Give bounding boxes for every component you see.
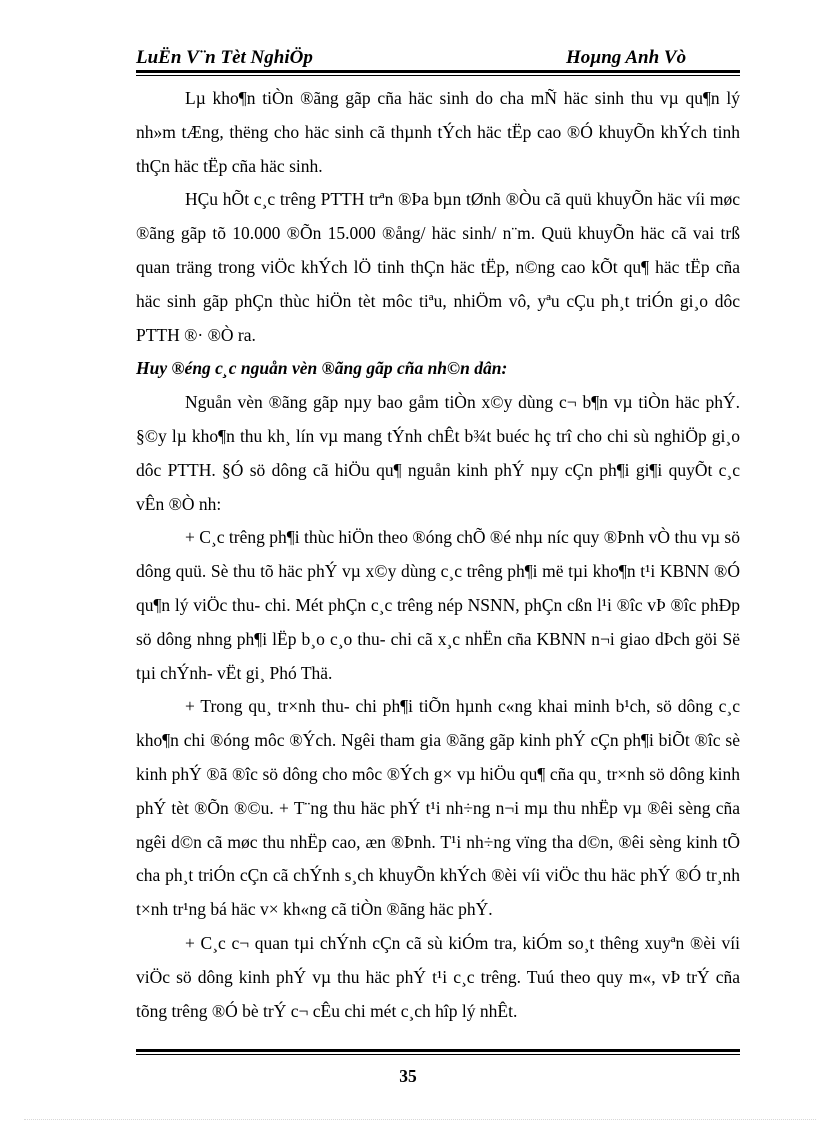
- header-thesis-title: LuËn V¨n Tèt NghiÖp: [136, 47, 313, 68]
- body-text: [136, 82, 740, 1028]
- section-heading: Huy ®éng c¸c nguån vèn ®ãng gãp cña nh©n dân:: [136, 358, 508, 379]
- header-rule-thick: [136, 70, 740, 73]
- paragraph: + C¸c c¬ quan tµi chÝnh cÇn cã sù kiÓm tra, kiÓm so¸t thêng xuyªn ®èi víi viÖc sö dông kinh phÝ vµ thu häc phÝ t¹i c¸c trêng. Tuú theo quy m«, vÞ trÝ cña tõng trêng ®Ó bè trÝ c¬ cÊu chi mét c¸ch hîp lý nhÊt.: [136, 932, 740, 1021]
- header-author-name: Hoµng Anh Vò: [566, 47, 687, 68]
- paragraph: Lµ kho¶n tiÒn ®ãng gãp cña häc sinh do cha mÑ häc sinh thu vµ qu¶n lý nh»m tÆng, thëng cho häc sinh cã thµnh tÝch häc tËp cao ®Ó khuyÕn khÝch tinh thÇn häc tËp cña häc sinh.: [136, 88, 740, 176]
- paragraph: Nguån vèn ®ãng gãp nµy bao gåm tiÒn x©y dùng c¬ b¶n vµ tiÒn häc phÝ. §©y lµ kho¶n thu kh¸ lín vµ mang tÝnh chÊt b¾t buéc hç trî cho chi sù nghiÖp gi¸o dôc PTTH. §Ó sö dông cã hiÖu qu¶ nguån kinh phÝ nµy cÇn ph¶i gi¶i quyÕt c¸c vÊn ®Ò nh:: [136, 392, 740, 514]
- page-header: [136, 46, 740, 70]
- paragraph: + Trong qu¸ tr×nh thu- chi ph¶i tiÕn hµnh c«ng khai minh b¹ch, sö dông c¸c kho¶n chi ®óng môc ®Ých. Ngêi tham gia ®ãng gãp kinh phÝ cÇn ph¶i biÕt ®îc sè kinh phÝ ®ã ®îc sö dông cho môc ®Ých g× vµ hiÖu qu¶ cña qu¸ tr×nh sö dông kinh phÝ tèt ®Õn ®©u. + T¨ng thu häc phÝ t¹i nh÷ng n¬i mµ thu nhËp vµ ®êi sèng cña ngêi d©n cã møc thu nhËp cao, æn ®Þnh. T¹i nh÷ng vïng tha d©n, ®êi sèng kinh tÕ cha ph¸t triÓn cÇn cã chÝnh s¸ch khuyÕn khÝch ®èi víi viÖc thu häc phÝ ®Ó tr¸nh t×nh tr¹ng bá häc v× kh«ng cã tiÒn ®ãng häc phÝ.: [136, 696, 740, 920]
- page-edge-divider: [24, 1119, 816, 1120]
- page-number: 35: [399, 1066, 417, 1086]
- footer-rule-thick: [136, 1049, 740, 1052]
- paragraph: HÇu hÕt c¸c trêng PTTH trªn ®Þa bµn tØnh ®Òu cã quü khuyÕn häc víi møc ®ãng gãp tõ 10.000 ®Õn 15.000 ®ång/ häc sinh/ n¨m. Quü khuyÕn häc cã vai trß quan träng trong viÖc khÝch lÖ tinh thÇn häc tËp, n©ng cao kÕt qu¶ häc tËp cña häc sinh gãp phÇn thùc hiÖn tèt môc tiªu, nhiÖm vô, yªu cÇu ph¸t triÓn gi¸o dôc PTTH ®· ®Ò ra.: [136, 189, 740, 345]
- footer-rule-thin: [136, 1054, 740, 1055]
- paragraph: + C¸c trêng ph¶i thùc hiÖn theo ®óng chÕ ®é nhµ níc quy ®Þnh vÒ thu vµ sö dông quü. Sè thu tõ häc phÝ vµ x©y dùng c¸c trêng ph¶i më tµi kho¶n t¹i KBNN ®Ó qu¶n lý viÖc thu- chi. Mét phÇn c¸c trêng nép NSNN, phÇn cßn l¹i ®îc vÞ ®îc phÐp sö dông nhng ph¶i lËp b¸o c¸o thu- chi cã x¸c nhËn cña KBNN n¬i giao dÞch göi Së tµi chÝnh- vËt gi¸ Phó Thä.: [136, 527, 740, 683]
- header-rule-thin: [136, 75, 740, 76]
